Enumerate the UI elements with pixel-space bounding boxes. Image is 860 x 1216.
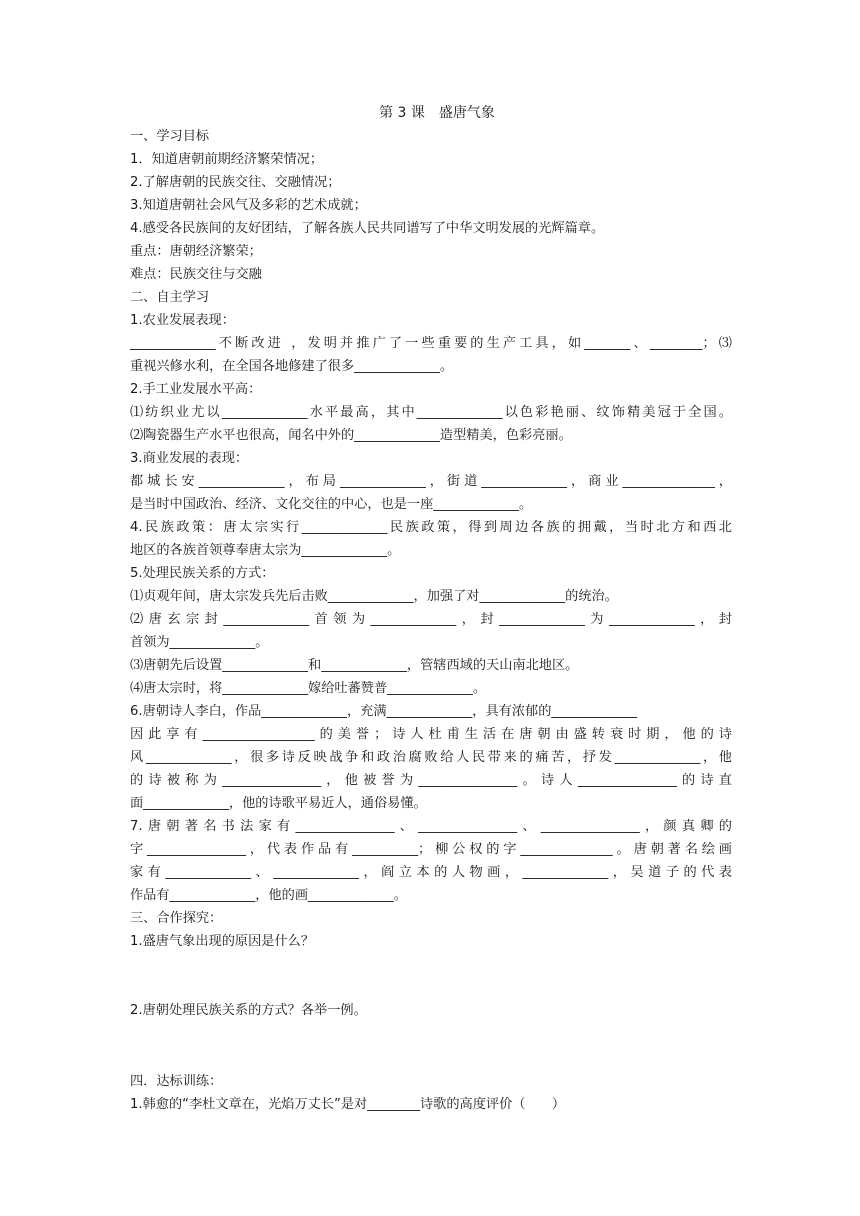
question-4-line-1: 4.民族政策：唐太宗实行_____________民族政策，得到周边各族的拥戴，当时北方和西北	[130, 520, 732, 535]
question-3-heading: 3.商业发展的表现：	[130, 451, 249, 466]
goal-4: 4.感受各民族间的友好团结，了解各族人民共同谱写了中华文明发展的光辉篇章。	[130, 221, 605, 236]
section-heading-self-study: 二、自主学习	[130, 290, 210, 305]
key-point: 重点：唐朝经济繁荣；	[130, 244, 262, 259]
difficult-point: 难点：民族交往与交融	[130, 267, 262, 282]
question-7-line-2: 字_______________，代表作品有__________；柳公权的字______________。唐朝著名绘画	[130, 842, 732, 857]
document-page	[130, 102, 732, 1116]
question-6-line-3: 风_____________，很多诗反映战争和政治腐败给人民带来的痛苦，抒发_____________，他	[130, 750, 732, 765]
practice-question-1: 1.韩愈的“李杜文章在，光焰万丈长”是对________诗歌的高度评价（ ）	[130, 1097, 566, 1112]
goal-3: 3.知道唐朝社会风气及多彩的艺术成就；	[130, 198, 367, 213]
question-4-line-2: 地区的各族首领尊奉唐太宗为_____________。	[130, 543, 401, 558]
question-5-item-1: ⑴贞观年间，唐太宗发兵先后击败_____________，加强了对_____________的统治。	[130, 589, 618, 604]
question-5-item-3: ⑶唐朝先后设置_____________和_____________，管辖西域的天山南北地区。	[130, 658, 579, 673]
lesson-title: 第 3 课 盛唐气象	[379, 105, 495, 121]
question-1-line-2: 重视兴修水利，在全国各地修建了很多_____________。	[130, 359, 454, 374]
goal-1: 1．知道唐朝前期经济繁荣情况；	[130, 152, 324, 167]
question-2-heading: 2.手工业发展水平高：	[130, 382, 262, 397]
question-7-line-4: 作品有_____________，他的画_____________。	[130, 888, 407, 903]
question-1-line-1: _____________不断改进 ，发明并推广了一些重要的生产工具，如_______、________；⑶	[130, 336, 732, 351]
question-2-line-1: ⑴纺织业尤以_____________水平最高，其中_____________以色彩艳丽、纹饰精美冠于全国。	[130, 405, 732, 420]
discussion-question-1: 1.盛唐气象出现的原因是什么？	[130, 934, 315, 949]
question-7-line-1: 7.唐朝著名书法家有_______________、_______________、_______________，颜真卿的	[130, 819, 732, 834]
question-1-heading: 1.农业发展表现：	[130, 313, 235, 328]
section-heading-goals: 一、学习目标	[130, 129, 210, 144]
question-5-heading: 5.处理民族关系的方式：	[130, 566, 275, 581]
question-6-line-2: 因此享有_________________的美誉；诗人杜甫生活在唐朝由盛转衰时期，他的诗	[130, 727, 732, 742]
question-6-line-4: 的诗被称为_______________，他被誉为_______________。诗人_______________的诗直	[130, 773, 732, 788]
discussion-question-2: 2.唐朝处理民族关系的方式？各举一例。	[130, 1003, 367, 1018]
question-5-item-2: ⑵唐玄宗封_____________首领为_____________，封_____________为_____________，封	[130, 612, 732, 627]
question-2-line-2: ⑵陶瓷器生产水平也很高，闻名中外的_____________造型精美，色彩亮丽。	[130, 428, 572, 443]
goal-2: 2.了解唐朝的民族交往、交融情况；	[130, 175, 341, 190]
question-6-line-1: 6.唐朝诗人李白，作品_____________，充满_____________，具有浓郁的_____________	[130, 704, 638, 719]
question-3-line-1: 都城长安_____________，布局_____________，街道_____________，商业______________，	[130, 474, 732, 489]
question-5-item-4: ⑷唐太宗时，将_____________嫁给吐蕃赞普_____________。	[130, 681, 487, 696]
question-7-line-3: 家有_____________、_____________，阎立本的人物画，_____________，吴道子的代表	[130, 865, 732, 880]
section-heading-practice: 四．达标训练：	[130, 1074, 223, 1089]
question-5-item-2-cont: 首领为_____________。	[130, 635, 269, 650]
question-6-line-5: 面_____________，他的诗歌平易近人，通俗易懂。	[130, 796, 427, 811]
question-3-line-2: 是当时中国政治、经济、文化交往的中心，也是一座_____________。	[130, 497, 533, 512]
answer-space-2	[130, 1022, 732, 1070]
section-heading-cooperation: 三、合作探究：	[130, 911, 223, 926]
answer-space-1	[130, 953, 732, 999]
